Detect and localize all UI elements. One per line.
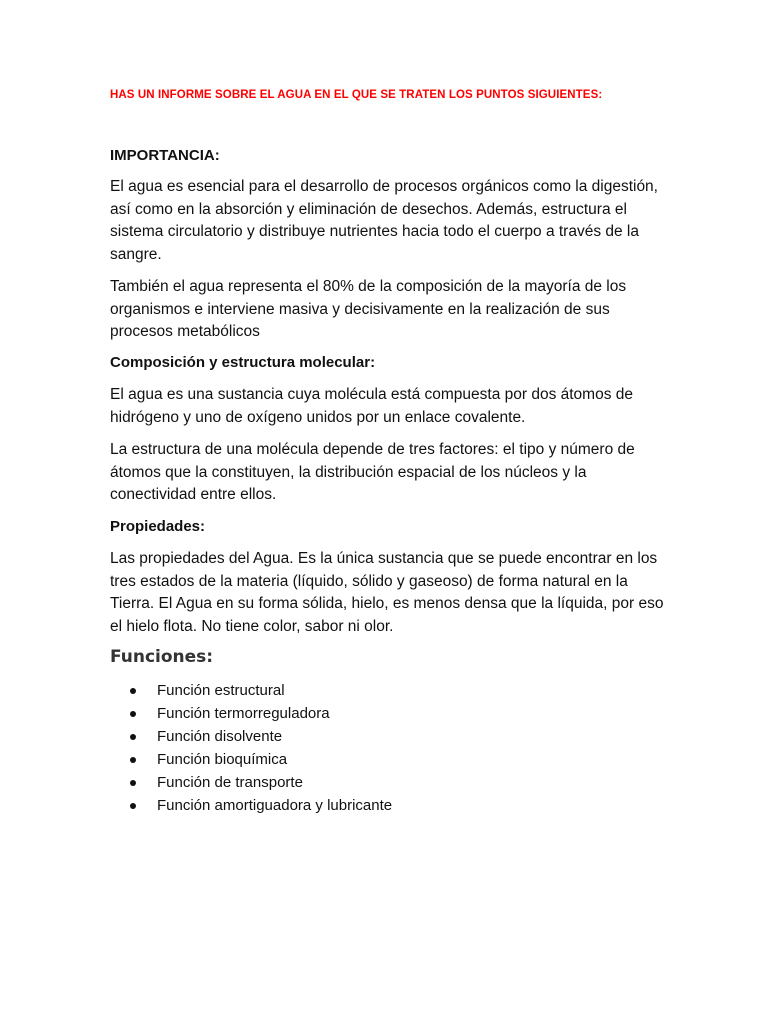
list-item-label: Función estructural bbox=[157, 682, 285, 699]
paragraph-propiedades-1: Las propiedades del Agua. Es la única sustancia que se puede encontrar en los tres estados de la materia (líquido, sólido y gaseoso) de forma natural en la Tierra. El Agua en su forma sólida, hielo, es menos densa que la líquida, por eso el hielo flota. No tiene color, sabor ni olor. bbox=[110, 550, 664, 635]
list-item-label: Función disolvente bbox=[157, 728, 283, 745]
list-item-label: Función bioquímica bbox=[157, 751, 288, 768]
assignment-instruction: HAS UN INFORME SOBRE EL AGUA EN EL QUE SE TRATEN LOS PUNTOS SIGUIENTES: bbox=[110, 89, 603, 101]
bullet-icon bbox=[130, 688, 136, 694]
bullet-icon bbox=[130, 711, 136, 717]
list-item-label: Función amortiguadora y lubricante bbox=[157, 797, 393, 814]
section-heading-importancia: IMPORTANCIA: bbox=[110, 147, 220, 164]
paragraph-composicion-2: La estructura de una molécula depende de tres factores: el tipo y número de átomos que la constituyen, la distribución espacial de los núcleos y la conectividad entre ellos. bbox=[110, 441, 635, 503]
list-item bbox=[130, 679, 392, 702]
bullet-icon bbox=[130, 734, 136, 740]
list-item-label: Función de transporte bbox=[157, 774, 303, 791]
list-item bbox=[130, 748, 392, 771]
list-item bbox=[130, 702, 392, 725]
section-heading-propiedades: Propiedades: bbox=[110, 518, 206, 535]
bullet-icon bbox=[130, 757, 136, 763]
bullet-icon bbox=[130, 803, 136, 809]
paragraph-importancia-1: El agua es esencial para el desarrollo de procesos orgánicos como la digestión, así como en la absorción y eliminación de desechos. Además, estructura el sistema circulatorio y distribuye nutrientes hacia todo el cuerpo a través de la sangre. bbox=[110, 178, 658, 263]
paragraph-importancia-2: También el agua representa el 80% de la composición de la mayoría de los organismos e interviene masiva y decisivamente en la realización de sus procesos metabólicos bbox=[110, 278, 627, 340]
section-heading-funciones: Funciones: bbox=[110, 647, 214, 667]
list-item bbox=[130, 725, 392, 748]
list-item-label: Función termorreguladora bbox=[157, 705, 330, 722]
funciones-list bbox=[130, 679, 392, 817]
list-item bbox=[130, 794, 392, 817]
list-item bbox=[130, 771, 392, 794]
paragraph-composicion-1: El agua es una sustancia cuya molécula está compuesta por dos átomos de hidrógeno y uno de oxígeno unidos por un enlace covalente. bbox=[110, 386, 634, 426]
section-heading-composicion: Composición y estructura molecular: bbox=[110, 354, 376, 371]
bullet-icon bbox=[130, 780, 136, 786]
